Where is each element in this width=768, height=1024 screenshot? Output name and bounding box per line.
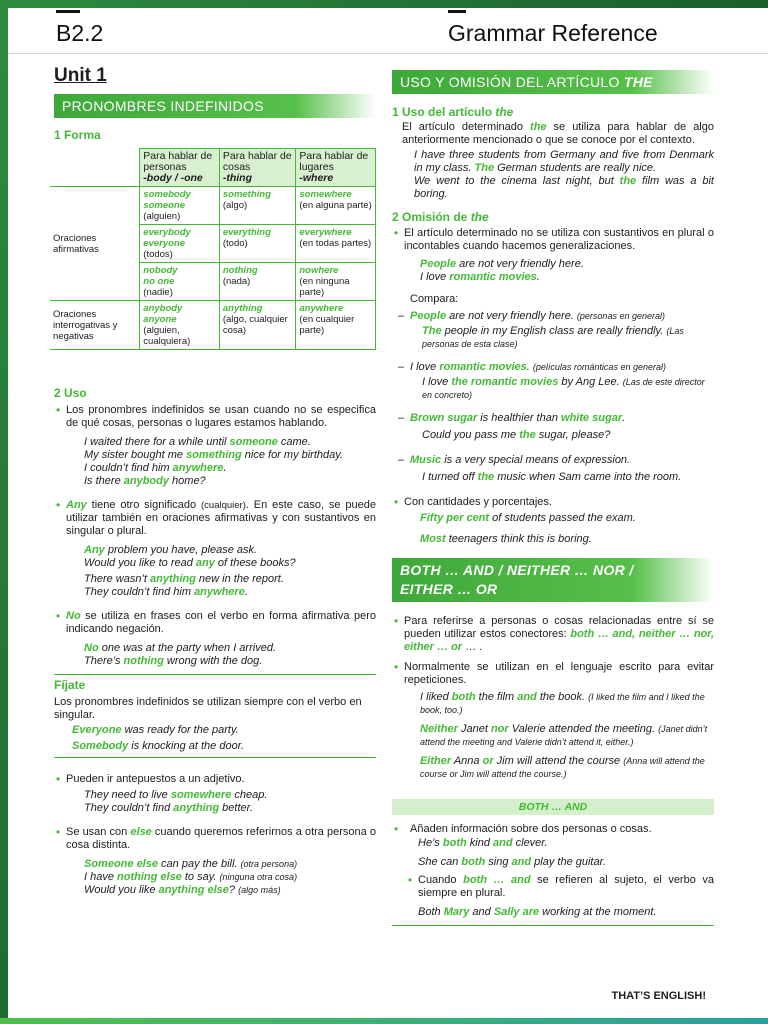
table-row: Oraciones afirmativas somebody someone (alguien) something (algo) somewhere (en alguna parte) [50, 187, 376, 225]
example-line: Is there anybody home? [84, 475, 206, 487]
forma-table [50, 148, 376, 350]
conectores-bullet: • Para referirse a personas o cosas relacionadas entre sí se pueden utilizar estos conectores: both … and, neither … nor, either … or … . [392, 615, 714, 654]
section-banner-articulo: USO Y OMISIÓN DEL ARTÍCULO THE [392, 70, 714, 94]
example-line: Fifty per cent of students passed the exam. [420, 512, 636, 524]
example-line: They need to live somewhere cheap. [84, 789, 268, 801]
example-line: Someone else can pay the bill. (otra persona) [84, 858, 298, 870]
section-banner-pronombres: PRONOMBRES INDEFINIDOS [54, 94, 376, 118]
table-row: everybody everyone (todos) everything (todo) everywhere (en todas partes) [50, 225, 376, 263]
any-bullet: • Any tiene otro significado (cualquier). En este caso, se puede utilizar también en oraciones afirmativas y con sustantivos en singular o plural. [54, 499, 376, 538]
compara-item: Could you pass me the sugar, please? [422, 429, 611, 441]
forma-heading: 1 Forma [54, 128, 101, 142]
example-line: I couldn’t find him anywhere. [84, 462, 227, 474]
example-line: Somebody is knocking at the door. [72, 740, 245, 752]
example-line: They couldn’t find him anywhere. [84, 586, 248, 598]
cantidades-bullet: • Con cantidades y porcentajes. [392, 496, 714, 509]
compara-item: I turned off the music when Sam came into the room. [422, 471, 682, 483]
example-line: Most teenagers think this is boring. [420, 533, 592, 545]
compara-list [392, 310, 714, 484]
fijate-rule-bottom [54, 757, 376, 758]
no-examples [54, 642, 376, 668]
example-line: I have three students from Germany and five from Denmark in my class. The German students are really nice. [414, 149, 714, 174]
both-and-examples [392, 837, 714, 869]
uso-articulo-heading: 1 Uso del artículo the [392, 105, 514, 119]
fijate-heading: Fíjate [54, 678, 86, 692]
example-line: Would you like to read any of these books? [84, 557, 296, 569]
adjetivo-examples [54, 789, 376, 815]
example-line: He’s both kind and clever. [418, 837, 548, 849]
any-examples [54, 544, 376, 599]
cantidades-examples [392, 512, 714, 546]
left-frame-bar [0, 0, 8, 1024]
uso-articulo-text: El artículo determinado the se utiliza para hablar de algo anteriormente mencionado o que se conoce por el contexto. [402, 121, 714, 146]
compara-label: Compara: [410, 293, 459, 305]
level-label: B2.2 [56, 20, 104, 46]
example-line: I liked both the film and the book. (I liked the film and I liked the book, too.) [420, 691, 705, 715]
example-line: Any problem you have, please ask. [84, 544, 258, 556]
uso-articulo-examples [392, 149, 714, 201]
example-line: Neither Janet nor Valerie attended the meeting. (Janet didn’t attend the meeting and Valerie didn’t attend it, either.) [420, 723, 708, 747]
uso-examples [54, 436, 376, 488]
else-examples [54, 858, 376, 897]
compara-item: – Brown sugar is healthier than white sugar. [398, 412, 714, 425]
example-line: I have nothing else to say. (ninguna otra cosa) [84, 871, 298, 883]
forma-table-wrap [54, 148, 376, 382]
example-line: There wasn’t anything new in the report. [84, 573, 284, 585]
example-line: She can both sing and play the guitar. [418, 856, 606, 868]
conectores-examples [392, 691, 714, 781]
uso-bullet-1: • Los pronombres indefinidos se usan cuando no se especifica de qué cosas, personas o lugares estamos hablando. [54, 404, 376, 430]
example-line: My sister bought me something nice for my birthday. [84, 449, 343, 461]
right-column [392, 62, 714, 926]
example-line: No one was at the party when I arrived. [84, 642, 276, 654]
left-column [54, 62, 376, 897]
header-cosas: Para hablar de cosas -thing [219, 149, 296, 187]
bottom-rule [392, 925, 714, 926]
example-line: Everyone was ready for the party. [72, 724, 239, 736]
both-and-bar: BOTH … AND [392, 799, 714, 815]
page-title: Grammar Reference [448, 20, 658, 46]
compara-item: – Music is a very special means of expression. [398, 454, 714, 467]
cuando-bullet: • Cuando both … and se refieren al sujeto, el verbo va siempre en plural. [406, 874, 714, 900]
uso-heading: 2 Uso [54, 386, 87, 400]
unit-heading: Unit 1 [54, 65, 107, 86]
example-line: We went to the cinema last night, but the film was a bit boring. [414, 175, 714, 200]
omision-bullet: • El artículo determinado no se utiliza con sustantivos en plural o incontables cuando hacemos generalizaciones. [392, 227, 714, 253]
top-frame-bar [0, 0, 768, 8]
example-line: There’s nothing wrong with the dog. [84, 655, 263, 667]
no-bullet: • No se utiliza en frases con el verbo en forma afirmativa pero indicando negación. [54, 610, 376, 636]
example-line: I love romantic movies. [420, 271, 540, 283]
compara-item: – People are not very friendly here. (personas en general) [398, 310, 714, 323]
omision-heading: 2 Omisión de the [392, 210, 489, 224]
fijate-rule-top [54, 674, 376, 675]
adjetivo-bullet: • Pueden ir antepuestos a un adjetivo. [54, 773, 376, 786]
compara-item: The people in my English class are really friendly. (Las personas de esta clase) [422, 325, 684, 349]
example-line: Would you like anything else? (algo más) [84, 884, 281, 896]
example-line: Both Mary and Sally are working at the moment. [418, 906, 657, 918]
repeticiones-bullet: • Normalmente se utilizan en el lenguaje escrito para evitar repeticiones. [392, 661, 714, 687]
omision-examples [392, 258, 714, 284]
table-row: nobody no one (nadie) nothing (nada) nowhere (en ninguna parte) [50, 263, 376, 301]
row-label-interrogativas: Oraciones interrogativas y negativas [50, 301, 140, 350]
fijate-text: Los pronombres indefinidos se utilizan siempre con el verbo en singular. [54, 696, 362, 721]
example-line: They couldn’t find anything better. [84, 802, 253, 814]
compara-item: I love the romantic movies by Ang Lee. (Las de este director en concreto) [422, 376, 705, 400]
header-lugares: Para hablar de lugares -where [296, 149, 376, 187]
row-label-afirmativas: Oraciones afirmativas [50, 187, 140, 301]
section-banner-both: BOTH … AND / NEITHER … NOR / EITHER … OR [392, 558, 714, 602]
bottom-frame-bar [0, 1018, 768, 1024]
footer-brand: THAT’S ENGLISH! [611, 990, 706, 1002]
table-row: Oraciones interrogativas y negativas anybody anyone (alguien, cualquiera) anything (algo, cualquier cosa) anywhere (en cualquier parte) [50, 301, 376, 350]
else-bullet: • Se usan con else cuando queremos referirnos a otra persona o cosa distinta. [54, 826, 376, 852]
table-header-row [50, 149, 376, 187]
both-and-bullet: • Añaden información sobre dos personas o cosas. [392, 823, 714, 836]
example-line: Either Anna or Jim will attend the course (Anna will attend the course or Jim will attend the course.) [420, 755, 705, 779]
page-header [8, 8, 768, 54]
example-line: People are not very friendly here. [420, 258, 584, 270]
fijate-examples [54, 724, 376, 753]
example-line: I waited there for a while until someone came. [84, 436, 311, 448]
compara-item: – I love romantic movies. (películas románticas en general) [398, 361, 714, 374]
header-personas: Para hablar de personas -body / -one [140, 149, 220, 187]
